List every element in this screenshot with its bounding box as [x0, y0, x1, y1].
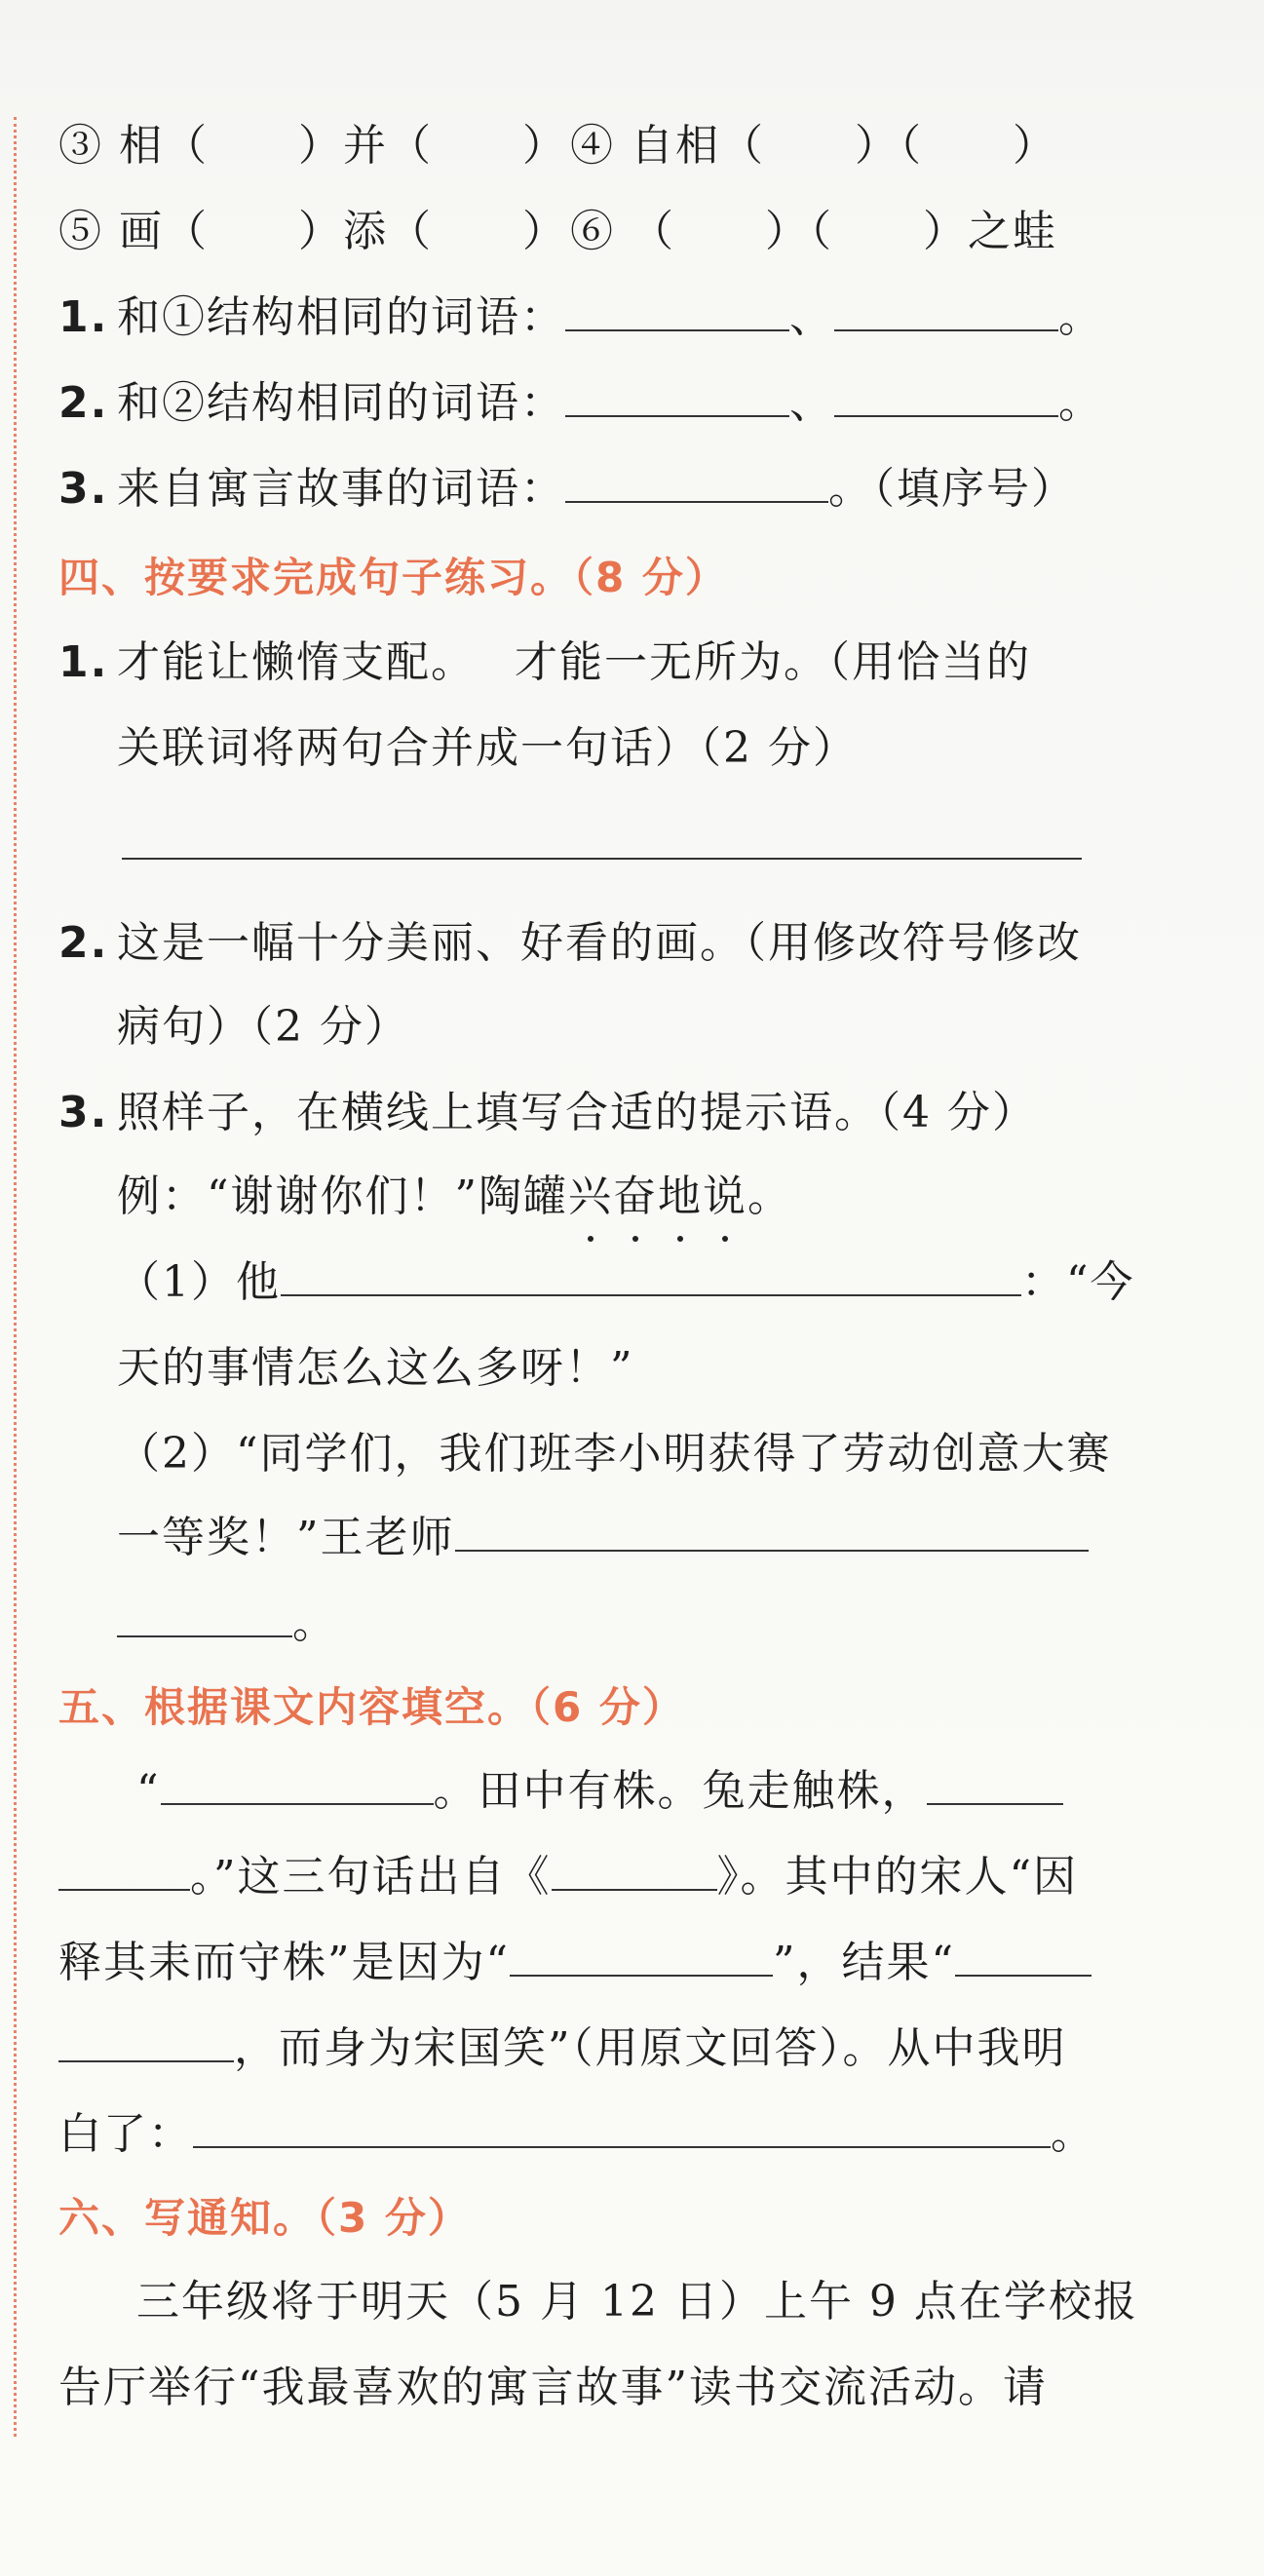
answer-blank[interactable] [58, 2021, 234, 2062]
example-text: 例：“谢谢你们！”陶罐 [117, 1172, 568, 1221]
question-3 [58, 460, 1076, 519]
section-5-heading: 五、根据课文内容填空。（6 分） [58, 1683, 685, 1731]
section-4-heading: 四、按要求完成句子练习。（8 分） [58, 554, 728, 601]
answer-blank[interactable] [955, 1936, 1092, 1977]
s4-question-3-line1 [58, 1084, 1037, 1142]
fill-text: ，而身为宋国笑”（用原文回答）。从中我明 [234, 2023, 1067, 2073]
question-number: 2. [58, 918, 109, 968]
question-number: 1. [58, 637, 109, 687]
question-text: 和①结构相同的词语： [117, 292, 565, 342]
question-2 [58, 374, 1103, 433]
period: 。 [1058, 378, 1103, 428]
idiom-row-3: ③ 相（ ）并（ ） [58, 121, 567, 171]
question-text: 和②结构相同的词语： [117, 378, 565, 428]
idiom-row-5: ⑤ 画（ ）添（ ） [58, 207, 567, 256]
sentence-2-line1: （2）“同学们，我们班李小明获得了劳动创意大赛 [117, 1429, 1112, 1479]
idiom-row-6: ⑥ （ ）（ ）之蛙 [570, 207, 1057, 256]
s4-question-2-line1 [58, 914, 1082, 973]
sentence-1-line1 [117, 1253, 1135, 1312]
sentence-text: ：“今 [1021, 1257, 1135, 1307]
answer-blank[interactable] [565, 290, 789, 331]
answer-blank[interactable] [834, 376, 1058, 417]
question-text: 来自寓言故事的词语： [117, 464, 565, 514]
sentence-text: 一等奖！”王老师 [117, 1513, 455, 1562]
period: 。 [292, 1598, 337, 1648]
question-text: 照样子，在横线上填写合适的提示语。（4 分） [117, 1088, 1037, 1137]
separator: 、 [789, 378, 834, 428]
question-text: 这是一幅十分美丽、好看的画。（用修改符号修改 [117, 918, 1082, 968]
example-end: 。 [747, 1172, 792, 1221]
section-6-heading: 六、写通知。（3 分） [58, 2194, 471, 2242]
period: 。 [1058, 292, 1103, 342]
fill-text: 白了： [58, 2109, 193, 2159]
question-number: 1. [58, 292, 109, 342]
sentence-2-line2 [117, 1509, 1089, 1567]
dotted-text: 兴奋地说 [568, 1172, 747, 1221]
answer-blank[interactable] [510, 1936, 773, 1977]
fill-line-2 [58, 1848, 1078, 1906]
fill-text: ”，结果“ [773, 1938, 955, 1987]
question-text: 才能让懒惰支配。 才能一无所为。（用恰当的 [117, 637, 1031, 687]
sentence-1-line2: 天的事情怎么这么多呀！” [117, 1343, 634, 1393]
fill-line-3 [58, 1934, 1092, 1992]
notice-text-line2: 告厅举行“我最喜欢的寓言故事”读书交流活动。请 [58, 2363, 1048, 2412]
answer-blank[interactable] [161, 1764, 434, 1805]
answer-blank[interactable] [834, 290, 1058, 331]
question-tail: 。（填序号） [828, 464, 1076, 514]
answer-blank[interactable] [552, 1850, 717, 1891]
question-number: 3. [58, 1088, 109, 1137]
fill-text: 。”这三句话出自《 [190, 1852, 552, 1902]
fill-line-4 [58, 2019, 1067, 2078]
question-1 [58, 288, 1103, 347]
example-line [117, 1168, 792, 1226]
answer-blank[interactable] [927, 1764, 1063, 1805]
fill-line-5 [58, 2105, 1095, 2164]
quote-mark: “ [136, 1766, 161, 1816]
answer-blank[interactable] [58, 1850, 190, 1891]
separator: 、 [789, 292, 834, 342]
answer-line[interactable] [122, 858, 1082, 860]
answer-blank[interactable] [281, 1255, 1021, 1296]
period: 。 [1051, 2109, 1095, 2159]
answer-blank[interactable] [455, 1511, 1089, 1552]
s4-question-2-line2: 病句）（2 分） [117, 1002, 409, 1052]
answer-blank[interactable] [565, 376, 789, 417]
fill-text: 释其耒而守株”是因为“ [58, 1938, 510, 1987]
answer-blank[interactable] [193, 2107, 1051, 2148]
s4-question-1-line1 [58, 634, 1031, 692]
question-number: 2. [58, 378, 109, 428]
question-number: 3. [58, 464, 109, 514]
emphasis-dots [568, 1236, 747, 1242]
margin-dotted-line [14, 117, 17, 2437]
fill-text: 。田中有株。兔走触株， [433, 1766, 927, 1816]
answer-blank[interactable] [565, 462, 828, 503]
emphasized-words [568, 1168, 747, 1226]
idiom-row-4: ④ 自相（ ）（ ） [570, 121, 1057, 171]
sentence-text: （1）他 [117, 1257, 281, 1307]
answer-blank[interactable] [117, 1596, 292, 1637]
fill-line-1 [136, 1762, 1063, 1821]
sentence-2-line3 [117, 1595, 337, 1653]
notice-text-line1: 三年级将于明天（5 月 12 日）上午 9 点在学校报 [136, 2277, 1138, 2326]
fill-text: 》。其中的宋人“因 [716, 1852, 1078, 1902]
s4-question-1-line2: 关联词将两句合并成一句话）（2 分） [117, 723, 858, 773]
